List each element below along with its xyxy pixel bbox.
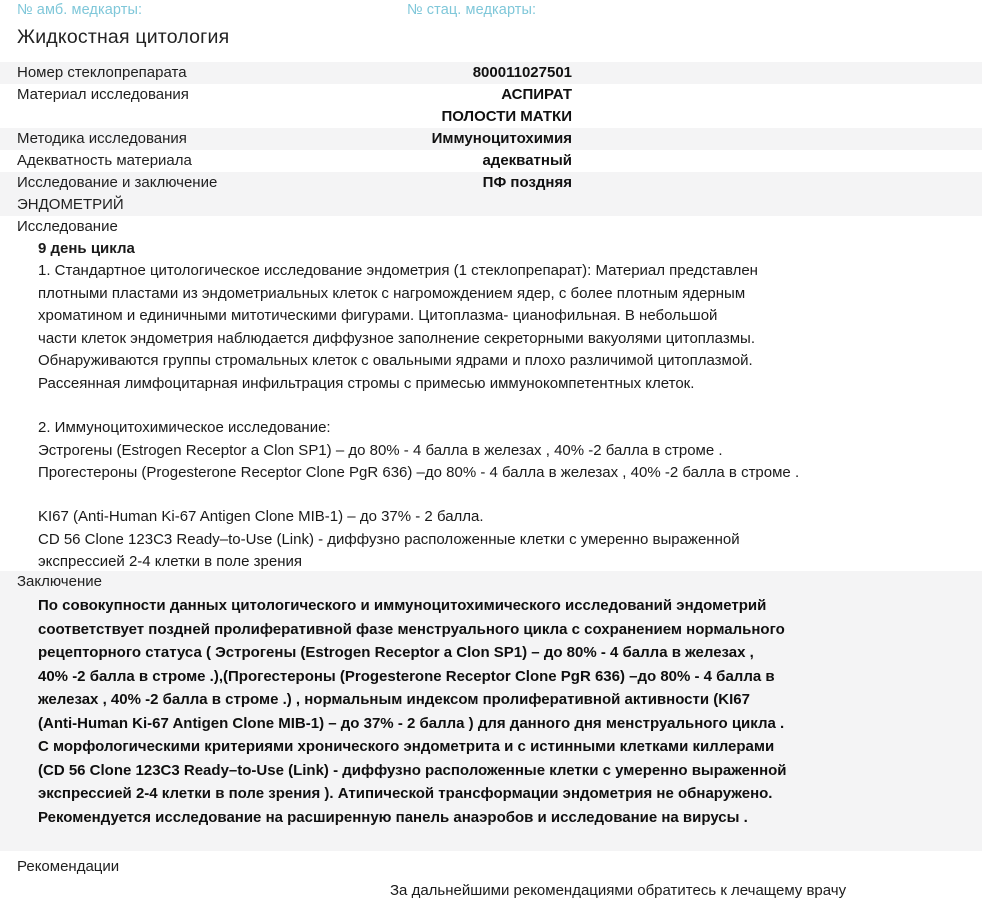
- table-row: [0, 62, 982, 84]
- research-paragraph-line: Эстрогены (Estrogen Receptor a Clon SP1) – до 80% - 4 балла в железах , 40% -2 балла в строме .: [38, 441, 723, 459]
- table-row-value-continuation: ПОЛОСТИ МАТКИ: [441, 108, 572, 125]
- research-paragraph-line: части клеток эндометрия наблюдается диффузное заполнение секреторными вакуолями цитоплазмы.: [38, 329, 755, 347]
- research-paragraph-line: хроматином и единичными митотическими фигурами. Цитоплазма- цианофильная. В небольшой: [38, 307, 718, 324]
- conclusion-line: экспрессией 2-4 клетки в поле зрения ). Атипической трансформации эндометрия не обнаружено.: [38, 785, 773, 802]
- research-paragraph-line: Рассеянная лимфоцитарная инфильтрация стромы с примесью иммунокомпетентных клеток.: [38, 374, 695, 392]
- conclusion-line: железах , 40% -2 балла в строме .) , нормальным индексом пролиферативной активности (KI67: [38, 691, 750, 708]
- table-row-value: АСПИРАТ: [501, 86, 572, 103]
- table-row-value: адекватный: [482, 152, 572, 169]
- research-section-label: Исследование: [17, 218, 118, 235]
- table-row: [0, 150, 982, 172]
- table-row-key: Методика исследования: [17, 130, 187, 147]
- conclusion-section-label: Заключение: [17, 573, 102, 590]
- research-paragraph-line: Обнаруживаются группы стромальных клеток с овальными ядрами и плохо различимой цитоплазмой.: [38, 352, 753, 369]
- research-paragraph-line: Прогестероны (Progesterone Receptor Clone PgR 636) –до 80% - 4 балла в железах , 40% -2 балла в строме .: [38, 464, 800, 481]
- conclusion-line: (CD 56 Clone 123C3 Ready–to-Use (Link) - диффузно расположенные клетки с умеренно выраженной: [38, 761, 787, 779]
- conclusion-line: Рекомендуется исследование на расширенную панель анаэробов и исследование на вирусы .: [38, 808, 748, 826]
- page-title: Жидкостная цитология: [17, 26, 230, 48]
- conclusion-line: По совокупности данных цитологического и иммуноцитохимического исследований эндометрий: [38, 597, 767, 614]
- table-row: [0, 84, 982, 106]
- recommendations-section-label: Рекомендации: [17, 858, 120, 875]
- stationary-card-label: № стац. медкарты:: [407, 2, 537, 18]
- research-paragraph-line: экспрессией 2-4 клетки в поле зрения: [38, 553, 302, 570]
- table-row-value: Иммуноцитохимия: [431, 130, 572, 147]
- table-row: [0, 128, 982, 150]
- recommendations-text: За дальнейшими рекомендациями обратитесь к лечащему врачу: [390, 882, 847, 899]
- table-row: [0, 172, 982, 194]
- table-row-key: Исследование и заключение: [17, 174, 218, 191]
- table-row-key: Номер стеклопрепарата: [17, 64, 187, 81]
- conclusion-line: рецепторного статуса ( Эстрогены (Estrogen Receptor a Clon SP1) – до 80% - 4 балла в железах ,: [38, 644, 754, 661]
- table-row-key: Материал исследования: [17, 86, 189, 103]
- cycle-day-text: 9 день цикла: [38, 240, 135, 257]
- table-row-value: ПФ поздняя: [482, 174, 572, 191]
- table-row-value: 800011027501: [472, 64, 572, 81]
- ambulatory-card-label: № амб. медкарты:: [17, 2, 143, 18]
- research-paragraph-line: 1. Стандартное цитологическое исследование эндометрия (1 стеклопрепарат): Материал представлен: [38, 262, 758, 279]
- table-row-key: Адекватность материала: [17, 152, 192, 169]
- research-paragraph-line: 2. Иммуноцитохимическое исследование:: [38, 419, 331, 436]
- conclusion-line: (Anti-Human Ki-67 Antigen Clone MIB-1) – до 37% - 2 балла ) для данного дня менструального цикла .: [38, 714, 785, 732]
- research-paragraph-line: CD 56 Clone 123C3 Ready–to-Use (Link) - диффузно расположенные клетки с умеренно выраженной: [38, 530, 740, 548]
- conclusion-line: соответствует поздней пролиферативной фазе менструального цикла с сохранением нормального: [38, 620, 785, 638]
- research-paragraph-line: KI67 (Anti-Human Ki-67 Antigen Clone MIB-1) – до 37% - 2 балла.: [38, 508, 484, 525]
- card-numbers-header: [0, 0, 1000, 20]
- conclusion-line: С морфологическими критериями хронического эндометрита и с истинными клетками киллерами: [38, 738, 775, 755]
- endometrium-label: ЭНДОМЕТРИЙ: [17, 196, 124, 213]
- research-paragraph-line: плотными пластами из эндометриальных клеток с нагромождением ядер, с более плотным ядерным: [38, 284, 746, 302]
- conclusion-line: 40% -2 балла в строме .),(Прогестероны (Progesterone Receptor Clone PgR 636) –до 80% - 4 балла в: [38, 667, 775, 685]
